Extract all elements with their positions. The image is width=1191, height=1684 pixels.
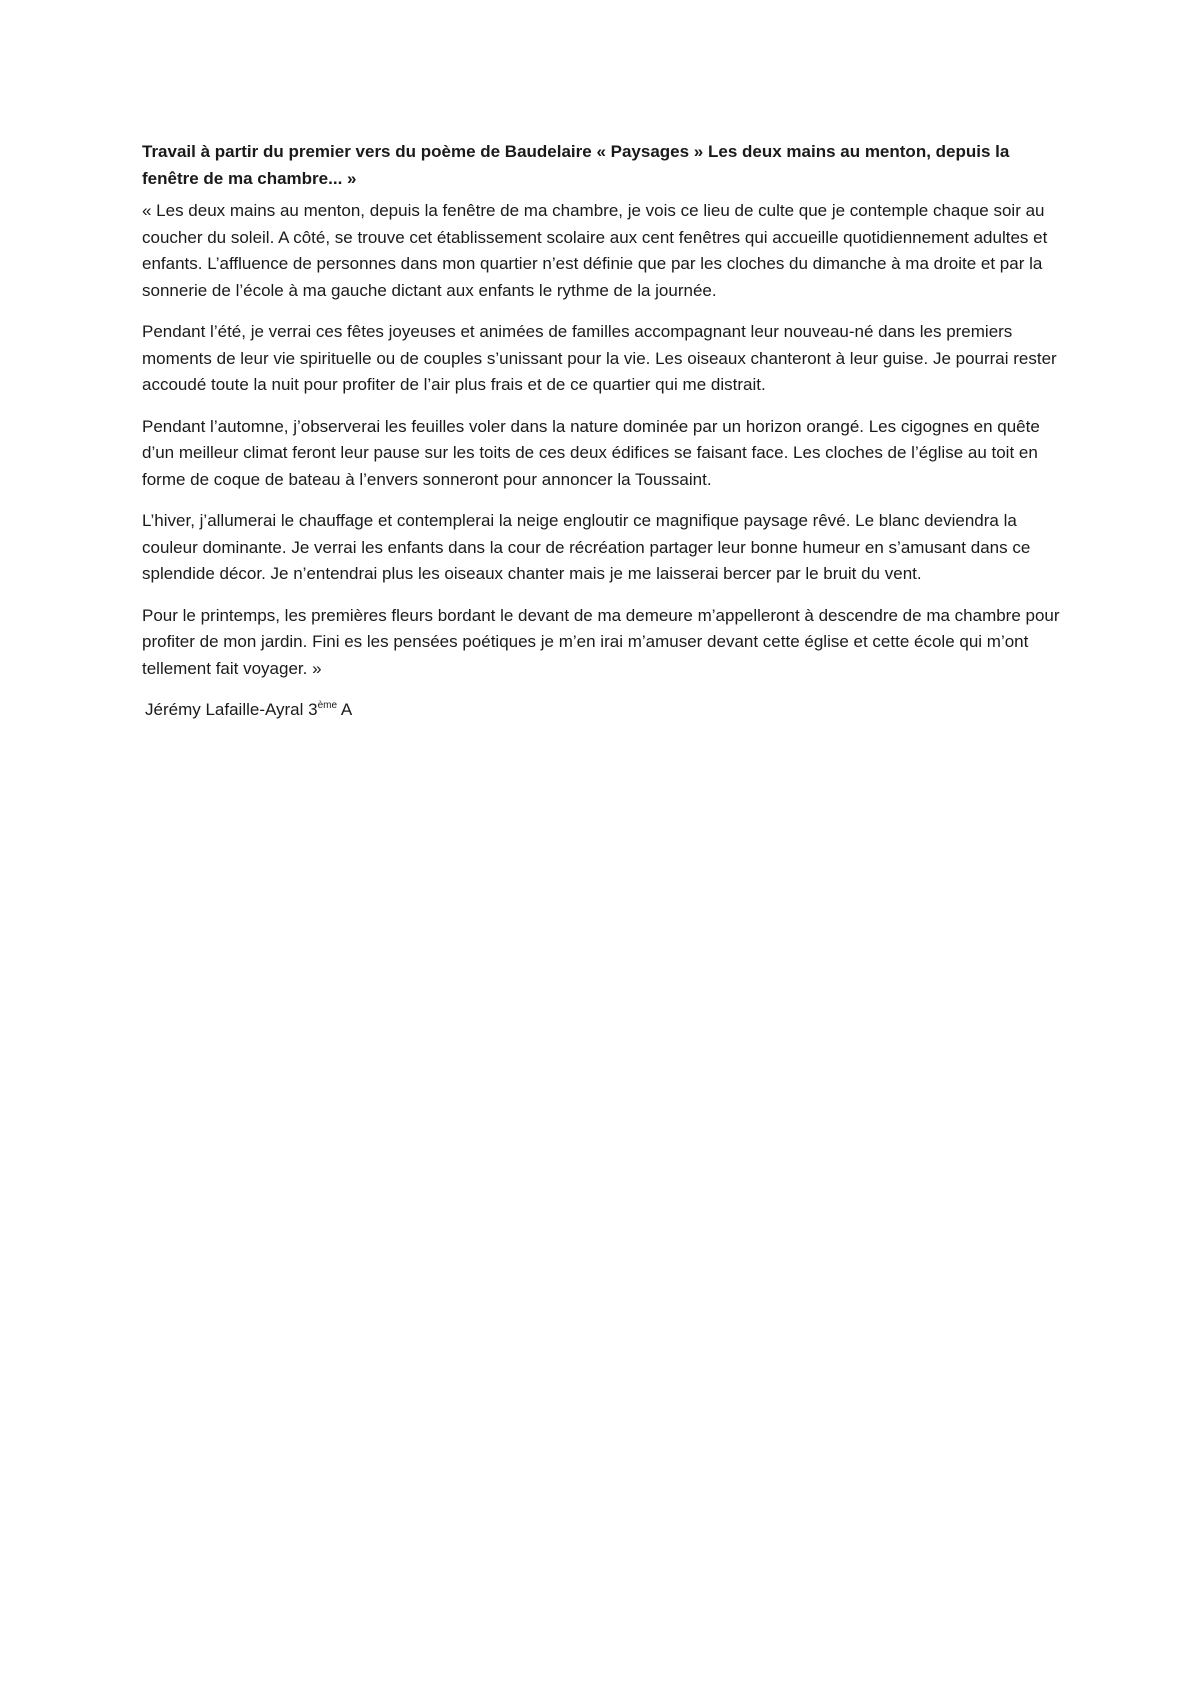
author-signature	[142, 697, 1062, 723]
paragraph-winter: L’hiver, j’allumerai le chauffage et contemplerai la neige engloutir ce magnifique paysage rêvé. Le blanc deviendra la couleur dominante. Je verrai les enfants dans la cour de récréation partager leur bonne humeur en s’amusant dans ce splendide décor. Je n’entendrai plus les oiseaux chanter mais je me laisserai bercer par le bruit du vent.	[142, 511, 1031, 583]
paragraph-autumn: Pendant l’automne, j’observerai les feuilles voler dans la nature dominée par un horizon orangé. Les cigognes en quête d’un meilleur climat feront leur pause sur les toits de ces deux édifices se faisant face. Les cloches de l’église au toit en forme de coque de bateau à l’envers sonneront pour annoncer la Toussaint.	[142, 416, 1040, 489]
document-page	[142, 138, 1062, 723]
paragraph-spring: Pour le printemps, les premières fleurs bordant le devant de ma demeure m’appelleront à descendre de ma chambre pour profiter de mon jardin. Fini es les pensées poétiques je m’en irai m’amuser devant cette église et cette école qui m’ont tellement fait voyager. »	[142, 605, 1060, 678]
class-section: A	[337, 700, 353, 719]
author-name: Jérémy Lafaille-Ayral 3	[145, 700, 318, 719]
document-title: Travail à partir du premier vers du poème de Baudelaire « Paysages » Les deux mains au menton, depuis la fenêtre de ma chambre... »	[142, 142, 1010, 188]
paragraph-summer: Pendant l’été, je verrai ces fêtes joyeuses et animées de familles accompagnant leur nouveau-né dans les premiers moments de leur vie spirituelle ou de couples s’unissant pour la vie. Les oiseaux chanteront à leur guise. Je pourrai rester accoudé toute la nuit pour profiter de l’air plus frais et de ce quartier qui me distrait.	[142, 322, 1057, 394]
class-level-superscript: ème	[317, 700, 338, 711]
paragraph-intro: « Les deux mains au menton, depuis la fenêtre de ma chambre, je vois ce lieu de culte que je contemple chaque soir au coucher du soleil. A côté, se trouve cet établissement scolaire aux cent fenêtres qui accueille quotidiennement adultes et enfants. L’affluence de personnes dans mon quartier n’est définie que par les cloches du dimanche à ma droite et par la sonnerie de l’école à ma gauche dictant aux enfants le rythme de la journée.	[142, 201, 1048, 300]
